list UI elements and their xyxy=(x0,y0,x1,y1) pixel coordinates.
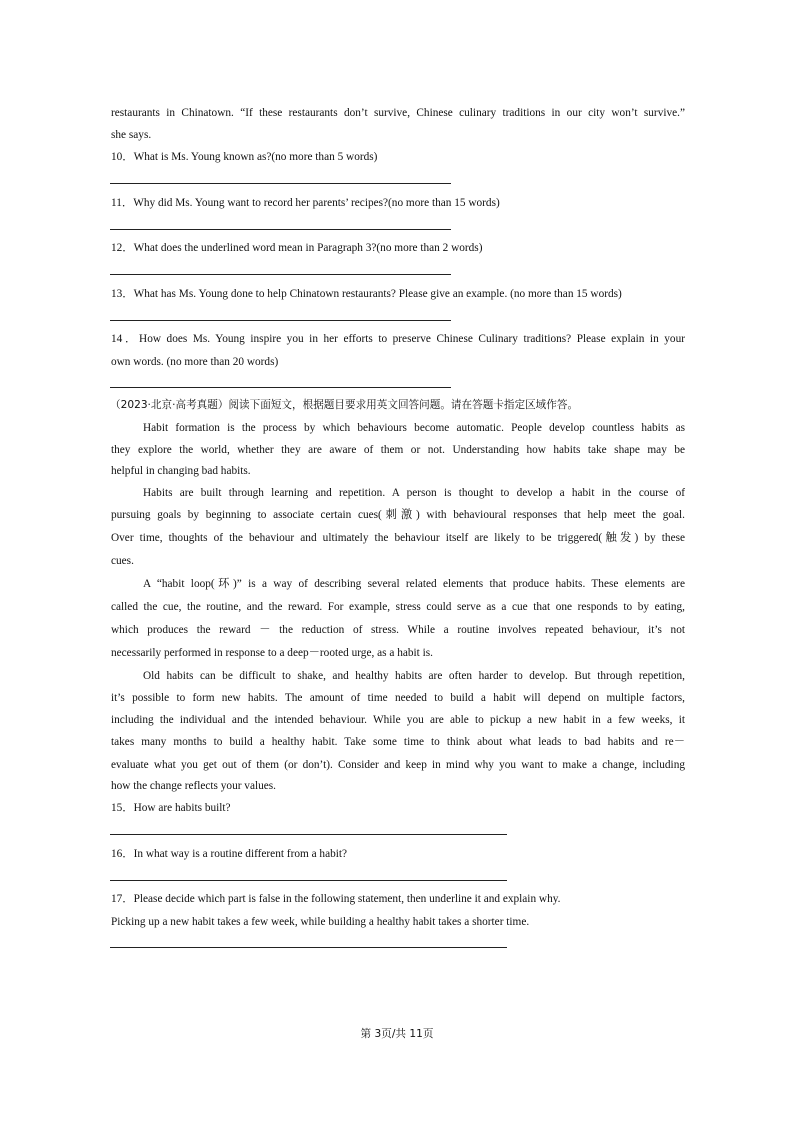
passage-line: pursuing goals by beginning to associate certain cues(刺激) with behavioural responses that help meet the goal. xyxy=(111,509,685,521)
answer-line-13[interactable] xyxy=(110,320,451,321)
passage-line: necessarily performed in response to a deep－rooted urge, as a habit is. xyxy=(111,647,433,659)
question-text: Please decide which part is false in the following statement, then underline it and explain why. xyxy=(133,893,561,905)
passage-line: it’s possible to form new habits. The amount of time needed to build a habit will depend on multiple factors, xyxy=(111,692,685,704)
answer-line-12[interactable] xyxy=(110,274,451,275)
question-number: 16． xyxy=(111,848,134,860)
answer-line-17[interactable] xyxy=(110,947,507,948)
passage-line: which produces the reward － the reduction of stress. While a routine involves repeated behaviour, it’s not xyxy=(111,624,685,636)
question-number: 14． xyxy=(111,333,140,345)
question-number: 13． xyxy=(111,288,134,300)
question-10 xyxy=(111,150,377,164)
passage-line: Habits are built through learning and repetition. A person is thought to develop a habit in the course of xyxy=(143,487,685,499)
passage-line: called the cue, the routine, and the reward. For example, stress could serve as a cue that one responds to by eating, xyxy=(111,601,685,613)
question-text: What does the underlined word mean in Paragraph 3?(no more than 2 words) xyxy=(133,242,483,254)
question-number: 11． xyxy=(111,197,134,209)
section-instruction: （2023·北京·高考真题）阅读下面短文，根据题目要求用英文回答问题。请在答题卡指定区域作答。 xyxy=(110,399,579,411)
question-16 xyxy=(111,847,347,861)
question-text: Why did Ms. Young want to record her parents’ recipes?(no more than 15 words) xyxy=(133,197,500,209)
passage-continuation-line: she says. xyxy=(111,129,152,141)
passage-line: they explore the world, whether they are aware of them or not. Understanding how habits take shape may be xyxy=(111,444,685,456)
question-number: 12． xyxy=(111,242,134,254)
question-text: What has Ms. Young done to help Chinatown restaurants? Please give an example. (no more than 15 words) xyxy=(133,288,622,300)
question-11 xyxy=(111,196,500,210)
answer-line-11[interactable] xyxy=(110,229,451,230)
answer-line-10[interactable] xyxy=(110,183,451,184)
passage-line: Habit formation is the process by which behaviours become automatic. People develop countless habits as xyxy=(143,422,685,434)
question-number: 15． xyxy=(111,802,134,814)
question-text: How are habits built? xyxy=(133,802,231,814)
question-14-continuation: own words. (no more than 20 words) xyxy=(111,356,279,368)
passage-line: helpful in changing bad habits. xyxy=(111,465,251,477)
question-17 xyxy=(111,892,560,906)
question-text: In what way is a routine different from a habit? xyxy=(133,848,348,860)
question-14 xyxy=(111,332,685,346)
question-number: 17． xyxy=(111,893,134,905)
passage-line: Over time, thoughts of the behaviour and ultimately the behaviour itself are likely to be triggered(触发) by these xyxy=(111,532,685,544)
question-number: 10． xyxy=(111,151,134,163)
passage-line: Old habits can be difficult to shake, and healthy habits are often harder to develop. But through repetition, xyxy=(143,670,685,682)
passage-line: cues. xyxy=(111,555,134,567)
passage-line: including the individual and the intended behaviour. While you are able to pickup a new habit in a few weeks, it xyxy=(111,714,685,726)
passage-continuation-line: restaurants in Chinatown. “If these restaurants don’t survive, Chinese culinary traditions in our city won’t survive.” xyxy=(111,107,685,119)
passage-line: evaluate what you get out of them (or don’t). Consider and keep in mind why you want to make a change, including xyxy=(111,759,685,771)
question-12 xyxy=(111,241,482,255)
passage-line: A “habit loop(环)” is a way of describing several related elements that produce habits. These elements are xyxy=(143,578,685,590)
answer-line-15[interactable] xyxy=(110,834,507,835)
question-15 xyxy=(111,801,231,815)
question-text: How does Ms. Young inspire you in her efforts to preserve Chinese Culinary traditions? Please explain in your xyxy=(139,333,685,345)
passage-line: takes many months to build a healthy habit. Take some time to think about what leads to bad habits and re－ xyxy=(111,736,685,748)
page-number-footer: 第 3页/共 11页 xyxy=(360,1028,434,1040)
answer-line-16[interactable] xyxy=(110,880,507,881)
answer-line-14[interactable] xyxy=(110,387,451,388)
question-text: What is Ms. Young known as?(no more than 5 words) xyxy=(133,151,378,163)
question-13 xyxy=(111,287,622,301)
question-17-statement: Picking up a new habit takes a few week, while building a healthy habit takes a shorter time. xyxy=(111,916,530,928)
passage-line: how the change reflects your values. xyxy=(111,780,276,792)
